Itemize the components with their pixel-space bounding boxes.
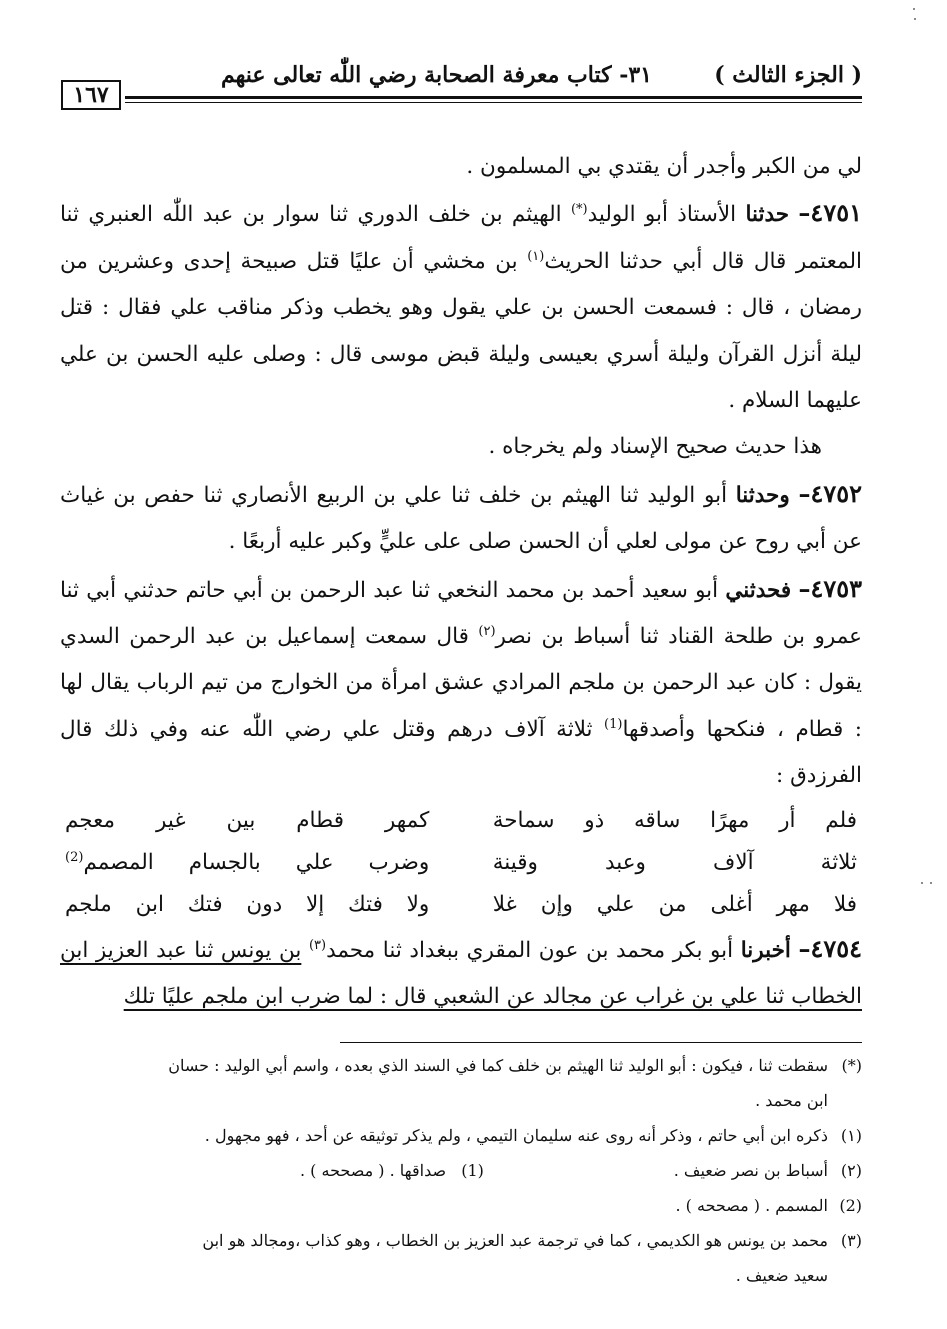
footnote-mark: (*) xyxy=(841,1056,862,1075)
running-header xyxy=(55,58,862,106)
hadith-keyword: وحدثنا xyxy=(735,482,790,508)
hadith-keyword: حدثنا xyxy=(745,202,790,228)
footnote-continuation: ابن محمد . xyxy=(755,1091,828,1110)
footnote xyxy=(60,1188,862,1223)
scan-speck xyxy=(913,8,915,10)
hadith-4753 xyxy=(60,566,862,800)
footnote-mark: (٣) xyxy=(840,1231,862,1250)
scan-speck xyxy=(914,18,916,20)
poem-second-hemistich xyxy=(65,842,429,884)
footnote-mark: (2) xyxy=(839,1196,862,1215)
hadith-text: قال سمعت إسماعيل بن عبد الرحمن السدي يقول : كان عبد الرحمن بن ملجم المرادي عشق امرأة من الخوارج من تيم الرباب يقال لها : قطام ، فنكحها وأصدقها xyxy=(60,624,862,742)
hadith-text: أبو بكر محمد بن عون المقري ببغداد ثنا محمد xyxy=(326,937,734,963)
footnote-ref: (٣) xyxy=(308,937,327,953)
footnote xyxy=(60,1223,862,1258)
footnote-text: أسباط بن نصر ضعيف . xyxy=(673,1161,828,1180)
footnote xyxy=(60,1153,862,1188)
footnote-ref: (1) xyxy=(604,716,623,732)
hadith-text: الأستاذ أبو الوليد xyxy=(587,202,737,228)
footnote-text: سقطت ثنا ، فيكون : أبو الوليد ثنا الهيثم بن خلف كما في السند الذي بعده ، واسم أبي الوليد : حسان xyxy=(168,1056,828,1075)
footnote-text: صداقها . ( مصححه ) . xyxy=(300,1161,447,1180)
footnote-mark: (1) xyxy=(461,1161,484,1180)
hadith-number: ٤٧٥٢– xyxy=(798,478,862,508)
poem-first-hemistich: فلا مهر أغلى من علي وإن غلا xyxy=(492,891,857,917)
hemistich-text: كمهر قطام بين غير معجم xyxy=(65,807,430,833)
hadith-text: أبو سعيد أحمد بن محمد النخعي ثنا عبد الرحمن بن أبي حاتم حدثني أبي ثنا عمرو بن طلحة القناد ثنا أسباط بن نصر xyxy=(60,577,862,650)
footnote-text-row xyxy=(60,1153,828,1188)
footnote-text: المسمم . ( مصححه ) . xyxy=(675,1196,828,1215)
scan-speck xyxy=(930,882,932,884)
scan-speck xyxy=(921,882,923,884)
header-rule-thin xyxy=(125,102,862,103)
hemistich-text: ولا فتك إلا دون فتك ابن ملجم xyxy=(65,891,430,917)
header-rule xyxy=(125,96,862,99)
footnote xyxy=(60,1118,862,1153)
poem-second-hemistich xyxy=(65,884,429,926)
poem-first-hemistich: ثلاثة آلاف وعبد وقينة xyxy=(492,849,857,875)
hadith-text: بن يونس ثنا عبد العزيز ابن الخطاب ثنا علي بن غراب عن مجالد عن الشعبي قال : لما ضرب ابن ملجم عليًا تلك xyxy=(60,937,862,1010)
page-number: ١٦٧ xyxy=(61,80,121,110)
poem-second-hemistich xyxy=(65,800,429,842)
poem-verse xyxy=(60,800,862,842)
hadith-4754 xyxy=(60,926,862,1021)
footnote-separator xyxy=(340,1042,862,1043)
hadith-keyword: فحدثني xyxy=(725,577,792,603)
poem-verse xyxy=(60,884,862,926)
main-text xyxy=(60,144,862,1021)
poem xyxy=(60,800,862,926)
footnote xyxy=(60,1048,862,1083)
hadith-text: بن مخشي أن عليًا قتل صبيحة إحدى وعشرين من رمضان ، قال : فسمعت الحسن بن علي يقول وهو يخطب وذكر مناقب علي فقال : قتل ليلة أنزل القرآن وليلة أسري بعيسى وليلة قبض موسى قال : وصلى عليه الحسن بن علي عليهما السلام . xyxy=(60,248,862,414)
footnote-ref: (١) xyxy=(527,248,545,264)
hemistich-text: وضرب علي بالجسام المصمم xyxy=(83,849,430,875)
footnote-ref: (٢) xyxy=(478,623,496,639)
hadith-number: ٤٧٥١– xyxy=(798,198,862,228)
poem-first-hemistich: فلم أر مهرًا ساقه ذو سماحة xyxy=(492,807,857,833)
hadith-4752 xyxy=(60,471,862,566)
footnotes xyxy=(60,1048,862,1293)
footnote-mark: (١) xyxy=(840,1126,862,1145)
volume-label: ( الجزء الثالث ) xyxy=(714,62,862,88)
hadith-text: ثلاثة آلاف درهم وقتل علي رضي اللّٰه عنه وفي ذلك قال الفرزدق : xyxy=(60,716,862,789)
footnote-continuation: سعيد ضعيف . xyxy=(735,1266,828,1285)
hadith-4751 xyxy=(60,190,862,424)
chapter-title: ٣١- كتاب معرفة الصحابة رضي اللّٰه تعالى عنهم xyxy=(220,62,652,88)
footnote-ref: (2) xyxy=(65,849,84,865)
authentication-comment: هذا حديث صحيح الإسناد ولم يخرجاه . xyxy=(488,434,822,460)
hadith-text: الهيثم بن خلف الدوري ثنا سوار بن عبد اللّٰه العنبري ثنا المعتمر قال قال أبي حدثنا الحريث xyxy=(60,202,862,274)
hadith-number: ٤٧٥٤– xyxy=(798,933,862,963)
footnote-side xyxy=(60,1153,484,1188)
footnote-mark: (٢) xyxy=(840,1161,862,1180)
hadith-text: أبو الوليد ثنا الهيثم بن خلف ثنا علي بن الربيع الأنصاري ثنا حفص بن غياث عن أبي روح عن مولى لعلي أن الحسن صلى على عليٍّ وكبر عليه أربعًا . xyxy=(60,482,862,555)
hadith-number: ٤٧٥٣– xyxy=(798,573,862,603)
footnote-text: محمد بن يونس هو الكديمي ، كما في ترجمة عبد العزيز بن الخطاب ، وهو كذاب ،ومجالد هو ابن xyxy=(202,1231,828,1250)
opening-line: لي من الكبر وأجدر أن يقتدي بي المسلمون . xyxy=(466,154,862,179)
footnote-text: ذكره ابن أبي حاتم ، وذكر أنه روى عنه سليمان التيمي ، ولم يذكر توثيقه عن أحد ، فهو مجهول . xyxy=(204,1126,828,1145)
hadith-keyword: أخبرنا xyxy=(740,937,791,963)
footnote-ref: (*) xyxy=(570,202,588,218)
poem-verse xyxy=(60,842,862,884)
